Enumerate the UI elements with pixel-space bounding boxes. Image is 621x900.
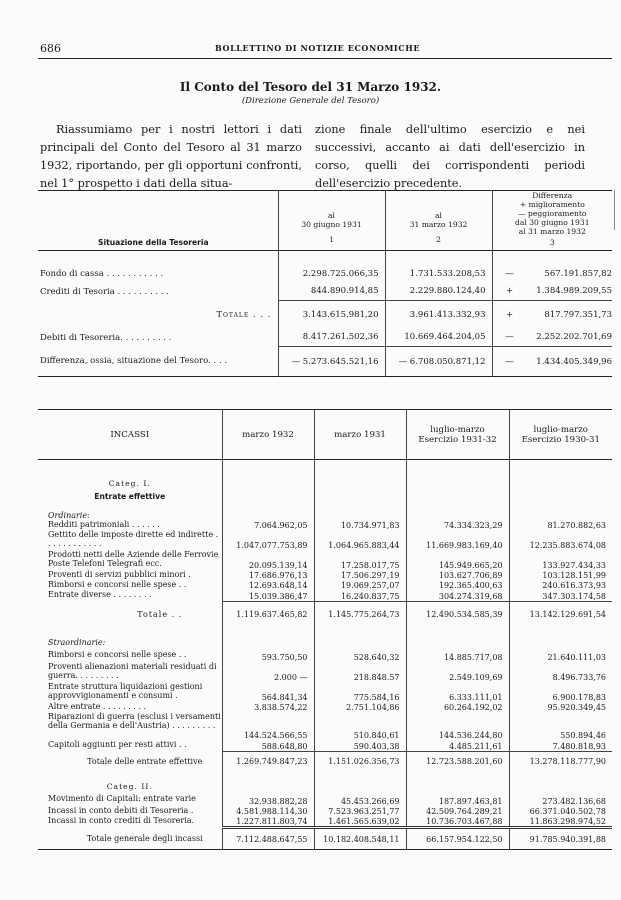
table-row: Incassi in conto crediti di Tesoreria. 1.227.811.803,74 1.461.565.639,02 10.736.703.467,88 11.863.298.974,52 (38, 816, 612, 828)
ordinarie-total-row: Totale . . 1.119.637.465,82 1.145.775.264,73 12.490.534.585,39 13.142.129.691,54 (38, 602, 612, 628)
table-row: Redditi patrimoniali . . . . . . 7.064.962,05 10.734.971,83 74.334.323,29 81.270.882,63 (38, 520, 612, 530)
table-row: Fondo di cassa . . . . . . . . . . . 2.298.725.066,35 1.731.533.208,53 — 567.191.857,82 (38, 265, 612, 283)
col-marzo-1932: marzo 1932 (222, 410, 314, 460)
effective-total-row: Totale delle entrate effettive 1.269.749.847,23 1.151.026.356,73 12.723.588.201,60 13.278.118.777,90 (38, 752, 612, 772)
table-row: Altre entrate . . . . . . . . . 3.838.574,22 2.751.104,86 60.264.192,02 95.920.349,45 (38, 702, 612, 712)
table-row: Crediti di Tesoria . . . . . . . . . . 844.890.914,85 2.229.880.124,40 + 1.384.989.209,55 (38, 283, 612, 301)
margin-mark (614, 190, 615, 230)
page-number: 686 (40, 42, 61, 55)
grand-total-row: Totale generale degli incassi 7.112.488.647,55 10.182.408.548,11 66.157.954.122,50 91.785.940.391,88 (38, 828, 612, 850)
table-row: Proventi di servizi pubblici minori . 17.686.976,13 17.506.297,19 103.627.706,89 103.128.151,99 (38, 570, 612, 580)
col-incassi: INCASSI (38, 410, 222, 460)
table-row: Prodotti netti delle Aziende delle Ferrovie Poste Telefoni Telegrafi ecc. 20.095.139,14 17.258.017,75 145.949.665,20 133.927.434,33 (38, 550, 612, 570)
receipts-table (38, 409, 612, 850)
col-esercizio-1931-32: luglio-marzo Esercizio 1931-32 (406, 410, 509, 460)
table-row: Gettito delle imposte dirette ed indirette . . . . . . . . . . . . 1.047.077.753,89 1.064.965.883,44 11.669.983.169,40 12.235.883.674,08 (38, 530, 612, 550)
table-row: Rimborsi e concorsi nelle spese . . 593.750,50 528.640,32 14.885.717,08 21.640.111,03 (38, 650, 612, 662)
ordinarie-label: Ordinarie: (48, 510, 90, 520)
article-subtitle: (Direzione Generale del Tesoro) (241, 96, 380, 106)
col-marzo-1931: marzo 1931 (314, 410, 406, 460)
straordinarie-label: Straordinarie: (48, 638, 106, 647)
col3-header: Differenza + miglioramento — peggioramento dal 30 giugno 1931 al 31 marzo 1932 3 (492, 191, 612, 251)
running-title: BOLLETTINO DI NOTIZIE ECONOMICHE (215, 43, 421, 53)
table-row: Riparazioni di guerra (esclusi i versamenti della Germania e dell'Austria) . . . . . . . . . 144.524.566,55 510.840,61 144.536.244,80 550.894,46 (38, 712, 612, 740)
intro-right-column: zione finale dell'ultimo esercizio e nei successivi, accanto ai dati dell'esercizio in corso, quelli dei corrispondenti periodi dell'esercizio precedente. (315, 123, 585, 190)
table-row: Differenza, ossia, situazione del Tesoro. . . . — 5.273.645.521,16 — 6.708.050.871,12 — 1.434.405.349,96 (38, 347, 612, 377)
table-row: Totale . . . 3.143.615.981,20 3.961.413.332,93 + 817.797.351,73 (38, 301, 612, 329)
table-row: Entrate diverse . . . . . . . . 15.039.386,47 16.240.837,75 304.274.319,68 347.303.174,58 (38, 590, 612, 602)
header-rule (38, 58, 612, 59)
col-esercizio-1930-31: luglio-marzo Esercizio 1930-31 (509, 410, 612, 460)
col1-header: al 30 giugno 1931 1 (278, 191, 385, 251)
category-1-title: Entrate effettive (94, 492, 166, 501)
article-title: Il Conto del Tesoro del 31 Marzo 1932. (179, 80, 442, 94)
table-row: Movimento di Capitali: entrate varie 32.938.882,28 45.453.266,69 187.897.463,81 273.482.136,68 (38, 794, 612, 806)
row-header: Situazione della Tesoreria (98, 238, 209, 247)
intro-left-column: Riassumiamo per i nostri lettori i dati principali del Conto del Tesoro al 31 marzo 1932, riportando, per gli opportuni confronti, nel 1° prospetto i dati della situa- (40, 123, 302, 190)
table-row: Capitoli aggiunti per resti attivi . . 588.648,80 590.403,38 4.485.211,61 7.480.818,93 (38, 740, 612, 752)
category-2: Categ. II. (106, 782, 153, 791)
table-row: Rimborsi e concorsi nelle spese . . 12.693.648,14 19.069.257,07 192.365.400,63 240.616.373,93 (38, 580, 612, 590)
table-row: Debiti di Tesoreria. . . . . . . . . . 8.417.261.502,36 10.669.464.204,05 — 2.252.202.701,69 (38, 329, 612, 347)
category-1: Categ. I. (108, 479, 151, 488)
table-row: Incassi in conto debiti di Tesoreria . 4.581.988.114,30 7.523.963.251,77 42.509.764.289,21 66.371.040.502,78 (38, 806, 612, 816)
table-row: Proventi alienazioni materiali residuati di guerra. . . . . . . . . 2.000 — 218.848.57 2.549.109,69 8.496.733,76 (38, 662, 612, 682)
treasury-situation-table (38, 190, 612, 377)
table-row: Entrate struttura liquidazioni gestioni approvvigionamenti e consumi . 564.841,34 775.584,16 6.333.111,01 6.900.178,83 (38, 682, 612, 702)
col2-header: al 31 marzo 1932 2 (385, 191, 492, 251)
